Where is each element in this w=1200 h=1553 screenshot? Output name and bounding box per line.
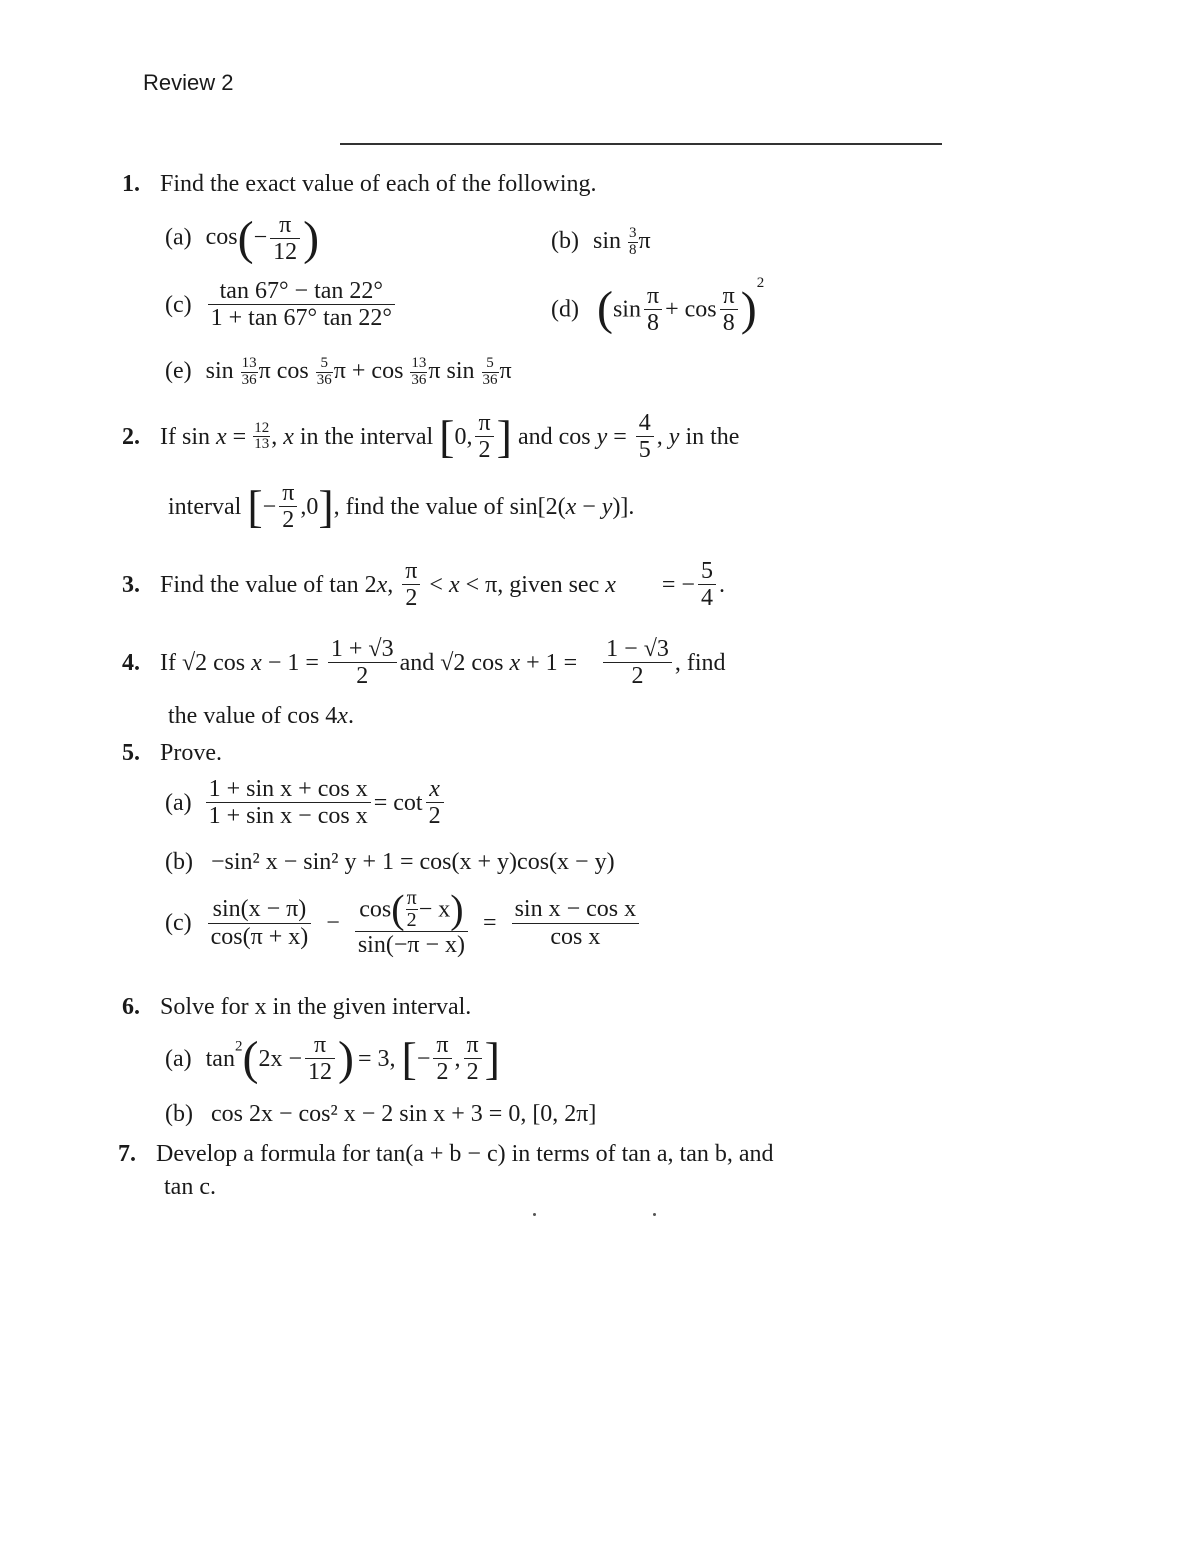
expr-text: π sin [428,357,475,384]
expr-text: If sin [160,423,216,450]
var-y: y [596,423,608,450]
fraction [603,636,672,690]
expr-text: If √2 cos [160,649,252,676]
denominator: 36 [316,371,332,388]
expr-text: = cot [373,789,423,816]
bracket-close: ] [318,480,334,532]
problem-5b [165,850,615,874]
fraction [208,896,312,950]
expr-text: in the interval [293,423,434,450]
numerator: π [478,410,491,436]
expr-text: Find the value of tan 2 [160,571,377,598]
problem-4-line-2 [168,704,354,728]
problem-7-line-2 [164,1175,216,1199]
denominator: 2 [402,584,420,611]
denominator: 36 [241,371,257,388]
paren-open: ( [596,282,613,336]
denominator: cos(π + x) [208,923,312,950]
denominator: 2 [464,1058,482,1085]
expr-text: = [607,423,633,450]
var-y: y [601,493,613,520]
fraction [355,888,468,958]
fraction [720,283,738,337]
numerator: π [436,1032,449,1058]
exponent: 2 [234,1038,243,1055]
exponent: 2 [756,275,765,291]
numerator [355,888,468,931]
paren-close: ) [740,282,757,336]
numerator: 13 [411,355,427,371]
numerator: 5 [486,355,494,371]
fn-cos: cos [205,224,238,251]
problem-number: 3. [122,571,140,598]
small-fraction [253,421,270,454]
expr-text: , [387,571,400,598]
var-x: x [509,649,521,676]
expr-text: = 3, [357,1045,396,1072]
fraction [464,1032,482,1086]
expr-text: , [454,1045,461,1072]
expr-text: − x [418,896,451,923]
denominator: 36 [411,371,427,388]
var-x: x [565,493,577,520]
fraction [475,410,493,464]
bracket-open: [ [401,1032,417,1084]
problem-6b [165,1102,596,1126]
var-x: x [448,571,460,598]
plus-cos: + cos [665,296,717,323]
scan-speck [533,1213,536,1216]
numerator: tan 67° − tan 22° [219,278,384,304]
problem-text: tan c. [164,1174,216,1200]
problem-5a [165,776,447,830]
fraction [208,278,395,332]
problem-number: 2. [122,423,140,450]
problem-5c [165,888,642,958]
fraction [270,212,300,266]
part-label: (c) [165,291,192,318]
problem-text: Solve for x in the given interval. [160,994,472,1020]
paren-close: ) [338,1031,354,1085]
page-title: Review 2 [143,70,234,95]
problem-1d [551,276,764,336]
problem-1 [122,172,597,196]
numerator: π [466,1032,479,1058]
numerator: 5 [700,558,713,584]
numerator: 1 + √3 [330,636,394,662]
fraction [636,410,654,464]
expr-text: . [718,571,725,598]
problem-6 [122,995,471,1019]
bracket-open: [ [247,480,263,532]
small-fraction [241,356,258,389]
problem-1a [165,212,319,266]
denominator: 12 [270,238,300,265]
minus-sign: − [262,493,277,520]
denominator: 2 [603,662,672,689]
numerator: π [646,282,660,309]
expr-text: the value of cos 4 [168,703,338,729]
problem-1c [165,278,398,332]
problem-number: 7. [118,1141,136,1167]
denominator: 8 [644,309,662,336]
bracket-close: ] [484,1032,500,1084]
expr-text: −sin² x − sin² y + 1 = cos(x + y)cos(x − y) [210,849,615,875]
expr-text: 0, [454,423,473,450]
denominator: 5 [636,436,654,463]
expr-text: = − [655,571,695,598]
denominator: 13 [254,436,270,453]
fn-sin: sin [205,357,234,384]
pi: π [638,227,651,254]
numerator: 12 [254,419,270,436]
expr-text: − 1 = [261,649,325,676]
fn-sin: sin [592,227,621,254]
paren-close: ) [303,211,320,265]
denominator: 4 [698,584,716,611]
part-label: (a) [165,224,192,251]
problem-text: Develop a formula for tan(a + b − c) in terms of tan a, tan b, and [156,1141,774,1167]
small-fraction [482,356,499,389]
problem-2-line-1 [122,410,739,464]
denominator: 2 [433,1058,451,1085]
denominator: 1 + sin x − cos x [206,802,371,829]
expr-text: , [656,423,669,450]
expr-text: = [226,423,253,450]
expr-text: )]. [612,493,635,520]
problem-number: 1. [122,171,140,197]
fraction [305,1032,335,1086]
part-label: (b) [165,849,193,875]
part-label: (a) [165,1045,192,1072]
denominator: cos x [512,923,640,950]
fraction [402,558,420,612]
var-x: x [251,649,262,676]
bracket-close: ] [496,410,512,462]
paren-close: ) [450,886,464,932]
numerator: π [722,282,735,309]
denominator: sin(−π − x) [355,931,468,958]
denominator: 2 [426,802,444,829]
numerator: x [429,776,440,802]
numerator: 5 [320,355,329,371]
part-label: (c) [165,910,192,937]
fraction [279,480,297,534]
fraction [426,776,444,830]
problem-1b [551,226,651,259]
denominator: 2 [406,909,417,931]
equals-sign: = [483,910,497,937]
fn-tan: tan [205,1045,235,1072]
expr-text: in the [679,423,740,450]
denominator: 36 [482,371,498,388]
numerator: π [279,212,292,238]
fraction [698,558,716,612]
var-x: x [216,423,227,450]
problem-6a [165,1032,500,1086]
minus-sign: − [326,910,340,937]
paren-open: ( [242,1031,259,1085]
denominator: 2 [475,436,493,463]
expr-text: , [271,423,284,450]
denominator: 12 [305,1058,335,1085]
expr-text: interval [168,493,242,520]
expr-text: π cos [258,357,309,384]
fn-sin: sin [612,296,641,323]
part-label: (d) [551,296,579,323]
problem-3 [122,558,725,612]
numerator: 1 − √3 [606,636,669,662]
numerator: 1 + sin x + cos x [208,776,368,802]
header-rule [340,143,942,145]
problem-1e [165,356,512,389]
var-x: x [283,423,294,450]
problem-number: 5. [122,740,140,766]
expr-text: < π, given sec [459,571,606,598]
var-x: x [337,703,348,729]
expr-text: and cos [517,423,597,450]
small-fraction [406,888,418,931]
var-y: y [668,423,680,450]
expr-text: 2x − [258,1045,302,1072]
expr-text: π + cos [333,357,404,384]
numerator: sin x − cos x [514,896,637,923]
bracket-open: [ [439,410,455,462]
var-x: x [605,571,616,598]
denominator: 8 [720,309,738,336]
expr-text: and √2 cos [399,649,510,676]
numerator: π [313,1032,327,1058]
problem-7 [118,1142,774,1166]
denominator: 2 [279,506,297,533]
small-fraction [316,356,333,389]
numerator: π [405,558,418,584]
fraction [206,776,371,830]
part-label: (a) [165,789,192,816]
minus-sign: − [416,1045,431,1072]
problem-text: Prove. [160,740,222,766]
expr-text: + 1 = [520,649,584,676]
part-label: (b) [551,227,579,254]
expr-text: < [423,571,449,598]
numerator: 4 [638,410,651,436]
fraction [433,1032,451,1086]
numerator: π [406,887,417,909]
problem-4-line-1 [122,636,726,690]
scan-speck [653,1213,656,1216]
part-label: (e) [165,357,192,384]
expr-text: ,0 [300,493,319,520]
fraction [512,896,640,950]
expr-text: . [347,703,354,729]
var-x: x [376,571,388,598]
problem-text: Find the exact value of each of the following. [160,171,597,197]
denominator: 1 + tan 67° tan 22° [208,304,395,331]
part-label: (b) [165,1101,193,1127]
numerator: 3 [629,225,637,241]
problem-number: 6. [122,994,140,1020]
problem-2-line-2 [168,480,634,534]
numerator: sin(x − π) [212,896,307,923]
fraction [328,636,397,690]
minus-sign: − [253,224,268,251]
numerator: 13 [241,355,257,371]
paren-open: ( [391,886,405,932]
fn-cos: cos [359,896,392,923]
small-fraction [628,226,638,259]
denominator: 8 [629,241,637,258]
expr-text: , find the value of sin[2( [333,493,566,520]
expr-text: , find [674,649,726,676]
expr-text: π [499,357,512,384]
fraction [644,283,662,337]
problem-number: 4. [122,649,140,676]
denominator: 2 [328,662,397,689]
paren-open: ( [237,211,254,265]
problem-5 [122,741,222,765]
small-fraction [410,356,427,389]
expr-text: cos 2x − cos² x − 2 sin x + 3 = 0, [0, 2π] [210,1101,597,1127]
expr-text: − [576,493,602,520]
numerator: π [282,480,295,506]
